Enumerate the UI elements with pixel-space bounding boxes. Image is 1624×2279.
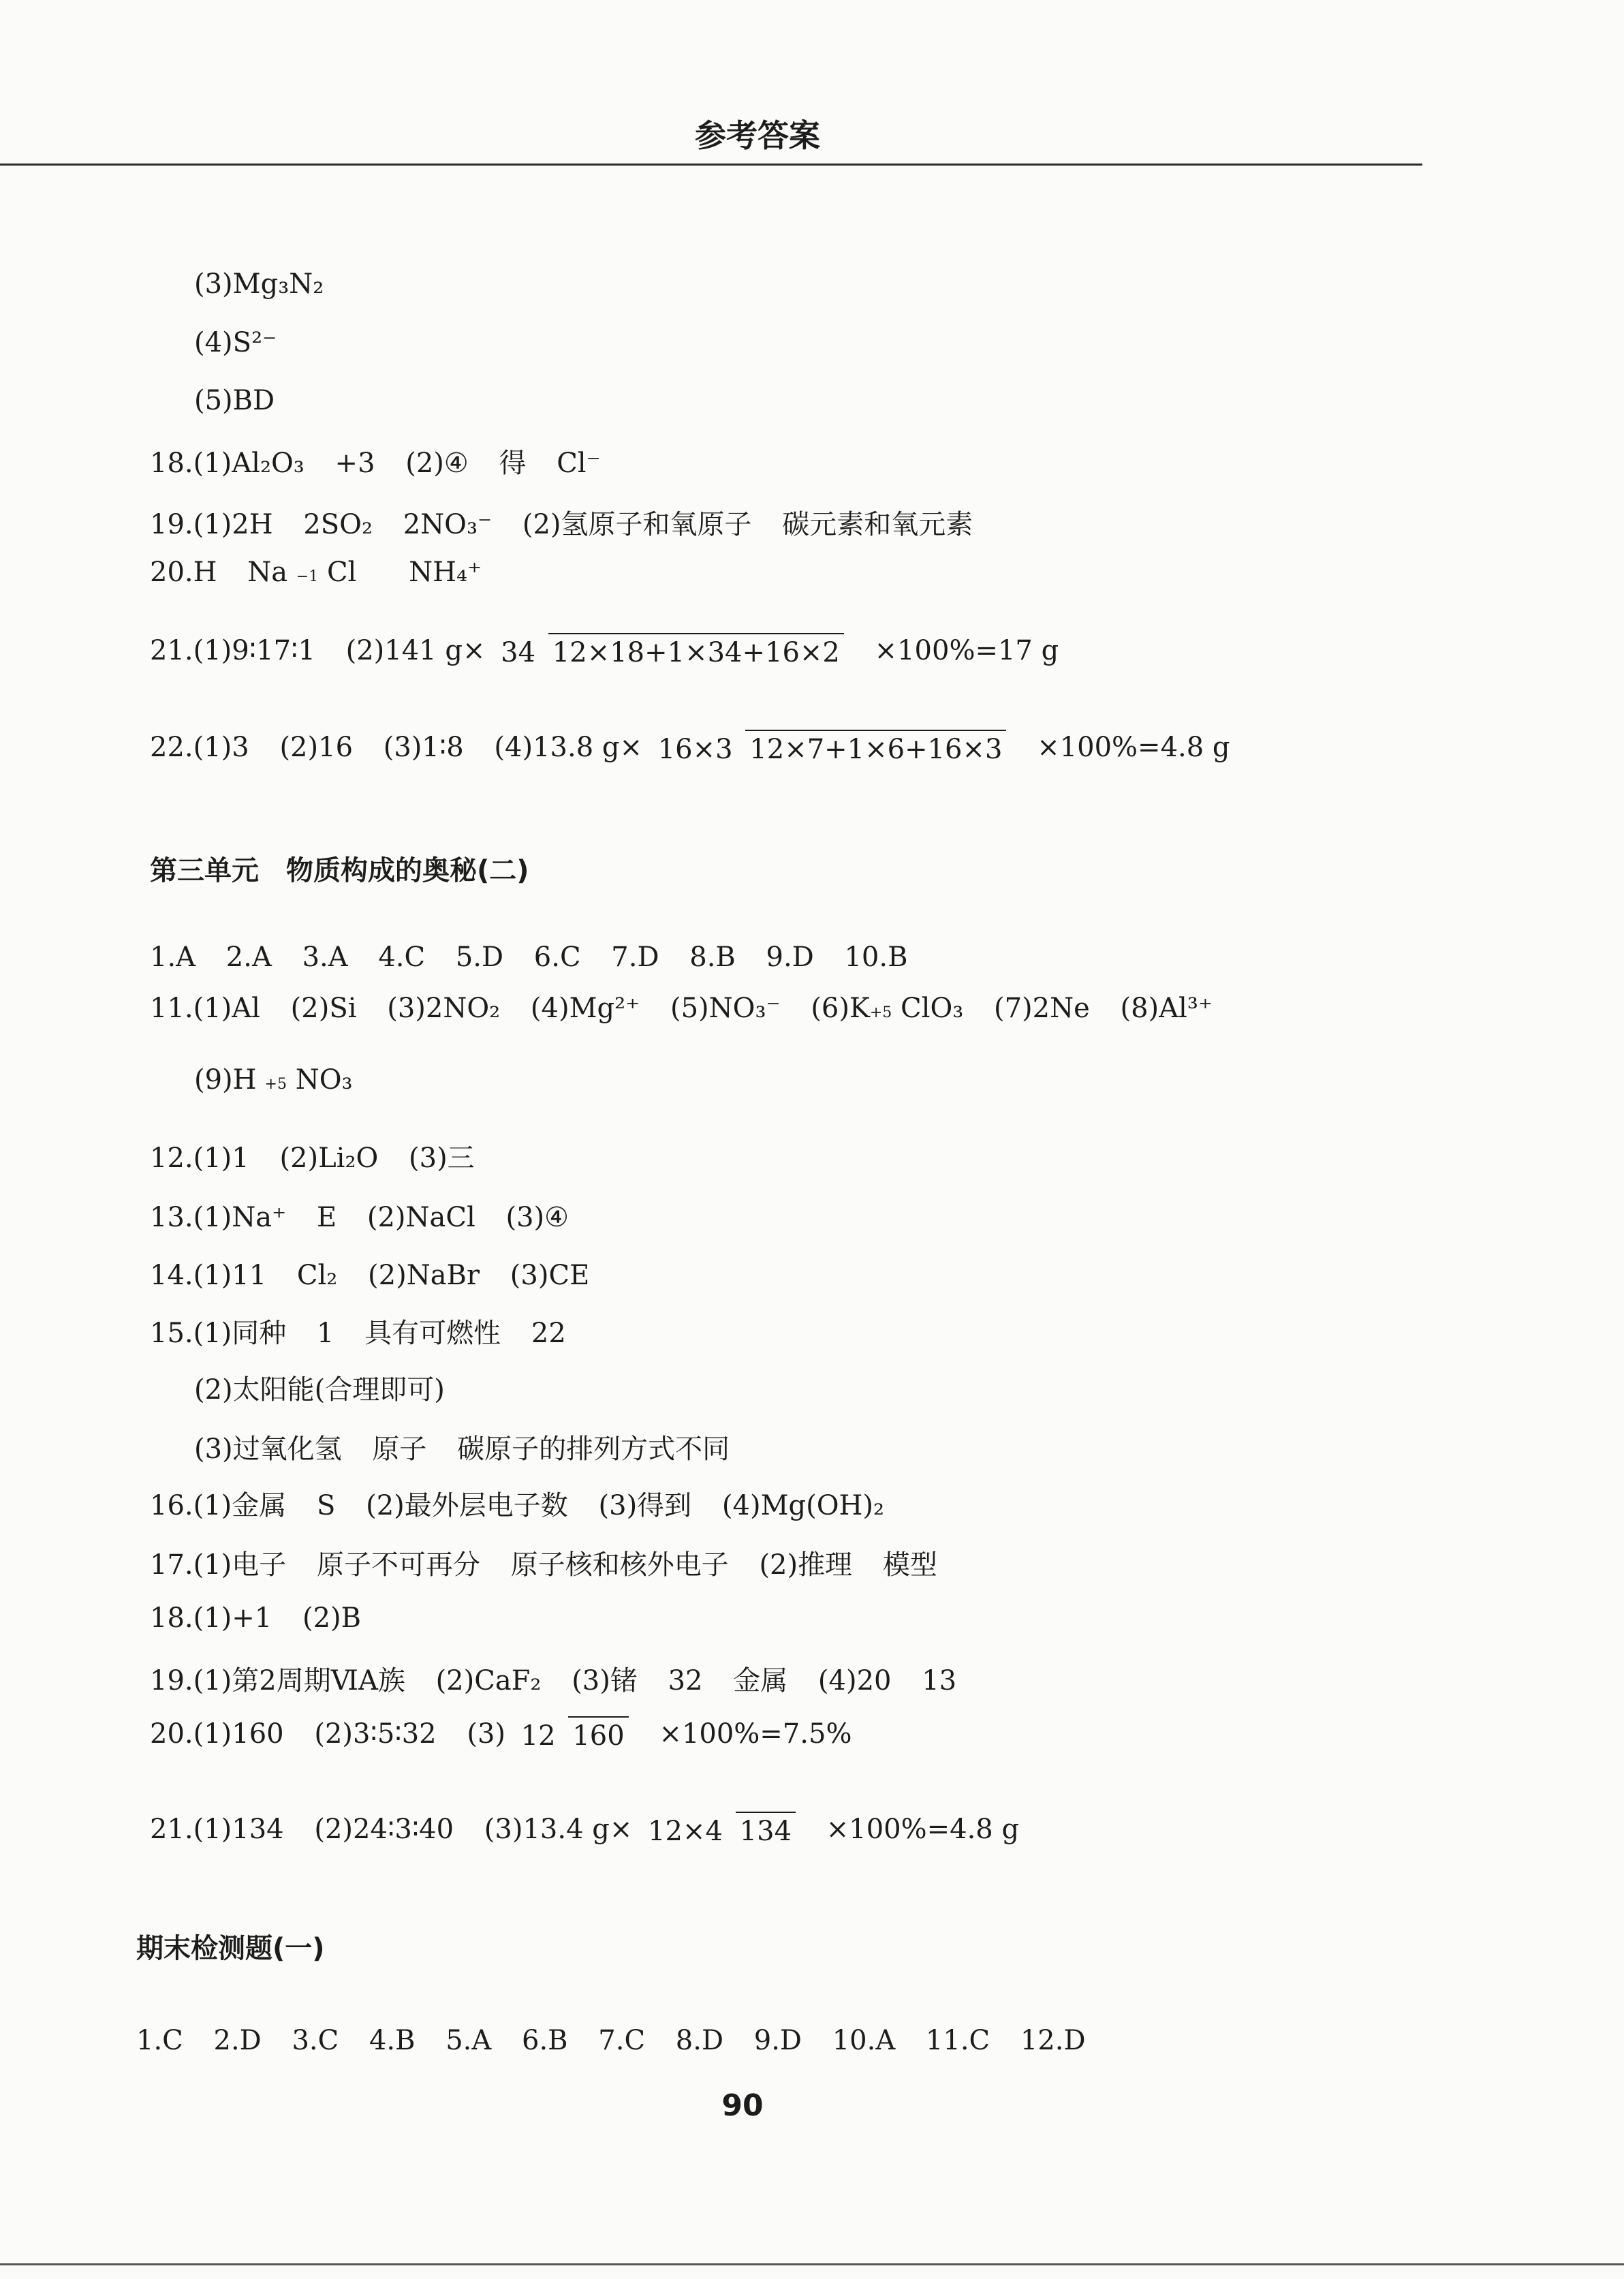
answer-item: 9.D	[766, 942, 814, 973]
answer-18	[150, 450, 623, 477]
answer-19b-part: 19.(1)第2周期ⅥA族	[150, 1665, 405, 1696]
answers-final-1-12	[136, 2027, 1108, 2054]
answer-21b	[150, 1816, 1041, 1846]
answer-12-part: (3)三	[409, 1143, 475, 1174]
answer-20b-prefix: 20.(1)160	[150, 1718, 284, 1750]
answer-18-part: (2)④	[405, 448, 469, 479]
answer-19b	[150, 1667, 978, 1694]
answer-22-suffix: ×100%=4.8 g	[1037, 732, 1230, 763]
fraction-denominator: 160	[568, 1716, 628, 1752]
fraction-numerator: 34	[501, 637, 536, 668]
answer-item: 11.C	[925, 2025, 990, 2056]
answer-item: 5.D	[455, 942, 504, 973]
section-title-final-test: 期末检测题(一)	[136, 1933, 325, 1964]
answer-20b-part: (2)3∶5∶32	[314, 1718, 437, 1750]
answer-11-part: (8)Al³⁺	[1120, 993, 1213, 1024]
answer-19-part: 19.(1)2H	[150, 509, 273, 540]
answer-17-part: 原子不可再分	[317, 1549, 480, 1581]
answer-17	[150, 1551, 959, 1579]
valence-nitrogen	[265, 1066, 319, 1094]
answer-11-9	[194, 1066, 375, 1094]
answer-17-part: 17.(1)电子	[150, 1549, 287, 1581]
answer-item: 1.C	[136, 2025, 183, 2056]
answer-17-part: 模型	[882, 1549, 937, 1581]
answer-18-part: 得	[499, 448, 527, 479]
answer-18b	[150, 1604, 383, 1632]
answer-22-prefix: 22.(1)3	[150, 732, 249, 763]
answer-19b-part: (3)锗	[572, 1665, 638, 1696]
answer-11-part: (3)2NO₂	[387, 993, 501, 1024]
answer-11-part: (5)NO₃⁻	[670, 993, 781, 1024]
answer-15-part: 具有可燃性	[364, 1318, 501, 1349]
answer-11-part: (7)2Ne	[993, 993, 1090, 1024]
answer-item: 7.C	[598, 2025, 646, 2056]
answer-item: 3.A	[302, 942, 348, 973]
answer-22-part: (3)1∶8	[383, 732, 464, 763]
answer-16-part: 16.(1)金属	[150, 1490, 287, 1521]
fraction-21	[497, 638, 844, 667]
answer-21-prefix: 21.(1)9∶17∶1	[150, 635, 315, 666]
page-header-title: 参考答案	[695, 117, 820, 154]
answer-16-part: (4)Mg(OH)₂	[721, 1490, 885, 1521]
answer-line-5: (5)BD	[194, 385, 275, 416]
answer-21b-part: (2)24∶3∶40	[314, 1814, 454, 1845]
answer-15-part: 1	[317, 1318, 334, 1349]
answer-14-part: (3)CE	[510, 1260, 590, 1291]
answer-21	[150, 637, 1080, 667]
answer-item: 1.A	[150, 942, 196, 973]
answer-22	[150, 734, 1252, 764]
answer-17-part: 原子核和核外电子	[510, 1549, 729, 1581]
answer-19b-part: 32	[668, 1665, 703, 1696]
answer-20	[150, 559, 503, 586]
answer-11-part: 11.(1)Al	[150, 993, 260, 1024]
answer-14-part: Cl₂	[296, 1260, 338, 1291]
answer-item: 6.B	[522, 2025, 568, 2056]
answer-13-part: E	[316, 1202, 337, 1233]
answer-19-part: (2)氢原子和氧原子	[522, 509, 752, 540]
answer-11-9-o3: O₃	[319, 1064, 353, 1096]
fraction-22	[654, 735, 1007, 764]
answer-item: 8.B	[689, 942, 736, 973]
valence-mark: +5	[264, 1076, 287, 1093]
answer-18b-part: 18.(1)+1	[150, 1602, 272, 1634]
answer-19b-part: 金属	[733, 1665, 788, 1696]
answer-11-k: (6)K	[811, 993, 870, 1024]
answer-20-prefix: 20.H	[150, 557, 217, 588]
valence-mark: +5	[869, 1004, 892, 1021]
answer-12-part: (2)Li₂O	[279, 1143, 379, 1174]
answer-22-part: (2)16	[279, 732, 354, 763]
fraction-numerator: 16×3	[657, 734, 733, 765]
answer-15-part: 22	[531, 1318, 566, 1349]
answer-13	[150, 1204, 591, 1231]
answer-15-2: (2)太阳能(合理即可)	[194, 1374, 445, 1406]
answer-18-part: Cl⁻	[557, 448, 601, 479]
valence-element: N	[295, 1064, 319, 1096]
valence-mark: −1	[296, 568, 319, 585]
answer-15-3-part: 原子	[372, 1433, 427, 1465]
answer-15	[150, 1320, 588, 1347]
valence-element: Cl	[326, 557, 357, 588]
section-title-unit3: 第三单元 物质构成的奥秘(二)	[150, 855, 529, 886]
answer-11-o3: O₃	[930, 993, 964, 1024]
answer-22-mid: (4)13.8 g×	[494, 732, 642, 763]
valence-chlorine-plus5	[870, 995, 931, 1022]
answer-19	[150, 511, 995, 538]
answer-20-na: Na	[247, 557, 288, 588]
answer-item: 6.C	[533, 942, 581, 973]
answer-19b-part: (4)20	[817, 1665, 892, 1696]
answer-19-part: 2SO₂	[303, 509, 373, 540]
answer-18-part: 18.(1)Al₂O₃	[150, 448, 304, 479]
answer-item: 7.D	[611, 942, 659, 973]
answer-item: 10.B	[844, 942, 908, 973]
fraction-denominator: 12×7+1×6+16×3	[745, 730, 1006, 765]
fraction-denominator: 12×18+1×34+16×2	[548, 633, 844, 668]
header-divider	[0, 164, 1422, 166]
fraction-numerator: 12	[520, 1720, 556, 1752]
answer-13-part: 13.(1)Na⁺	[150, 1202, 287, 1233]
answer-20-ammonium: NH₄⁺	[409, 557, 482, 588]
answer-20b	[150, 1720, 873, 1750]
answer-12-part: 12.(1)1	[150, 1143, 249, 1174]
answer-15-part: 15.(1)同种	[150, 1318, 287, 1349]
answer-13-part: (3)④	[505, 1202, 569, 1233]
answer-11-9-h: (9)H	[194, 1064, 257, 1096]
answer-14	[150, 1262, 611, 1289]
answer-21b-suffix: ×100%=4.8 g	[826, 1814, 1020, 1845]
answer-item: 5.A	[446, 2025, 492, 2056]
answer-12	[150, 1145, 497, 1172]
answer-16-part: S	[317, 1490, 336, 1521]
answer-item: 3.C	[292, 2025, 339, 2056]
fraction-numerator: 12×4	[648, 1816, 723, 1847]
answer-line-4: (4)S²⁻	[194, 327, 277, 358]
answer-16-part: (2)最外层电子数	[366, 1490, 568, 1521]
answer-15-3	[194, 1433, 751, 1465]
answer-16-part: (3)得到	[598, 1490, 692, 1521]
answer-item: 2.D	[213, 2025, 262, 2056]
answers-1-10	[150, 944, 930, 971]
answer-19b-part: 13	[922, 1665, 957, 1696]
fraction-21b	[644, 1817, 796, 1846]
answer-13-part: (2)NaCl	[366, 1202, 475, 1233]
answer-21-suffix: ×100%=17 g	[874, 635, 1059, 666]
answer-item: 4.C	[378, 942, 426, 973]
answer-item: 4.B	[369, 2025, 416, 2056]
answer-item: 12.D	[1020, 2025, 1086, 2056]
answer-11-part: (4)Mg²⁺	[530, 993, 640, 1024]
answer-item: 2.A	[225, 942, 272, 973]
answer-14-part: 14.(1)11	[150, 1260, 267, 1291]
valence-chlorine	[296, 559, 357, 586]
answer-11	[150, 995, 1234, 1022]
answer-17-part: (2)推理	[759, 1549, 853, 1581]
page-number: 90	[721, 2088, 764, 2123]
answer-15-3-part: 碳原子的排列方式不同	[457, 1433, 730, 1465]
answer-20b-suffix: ×100%=7.5%	[659, 1718, 852, 1750]
answer-21b-mid: (3)13.4 g×	[484, 1814, 633, 1845]
answer-19-part: 2NO₃⁻	[403, 509, 493, 540]
answer-11-part: (2)Si	[290, 993, 357, 1024]
valence-element: Cl	[901, 993, 931, 1024]
answer-19-part: 碳元素和氧元素	[782, 509, 973, 540]
answer-19b-part: (2)CaF₂	[435, 1665, 542, 1696]
answer-item: 8.D	[675, 2025, 724, 2056]
answer-16	[150, 1492, 906, 1519]
answer-18b-part: (2)B	[302, 1602, 362, 1634]
answer-item: 9.D	[753, 2025, 802, 2056]
answer-21-mid: (2)141 g×	[345, 635, 486, 666]
answer-item: 10.A	[832, 2025, 896, 2056]
answer-line-3: (3)Mg₃N₂	[194, 268, 324, 300]
answer-21b-prefix: 21.(1)134	[150, 1814, 284, 1845]
answer-18-part: +3	[334, 448, 375, 479]
answer-15-3-part: (3)过氧化氢	[194, 1433, 342, 1465]
fraction-denominator: 134	[736, 1812, 796, 1847]
fraction-20b	[517, 1722, 629, 1750]
bottom-edge-line	[0, 2263, 1624, 2265]
answer-14-part: (2)NaBr	[368, 1260, 480, 1291]
answer-20b-mid: (3)	[467, 1718, 506, 1750]
